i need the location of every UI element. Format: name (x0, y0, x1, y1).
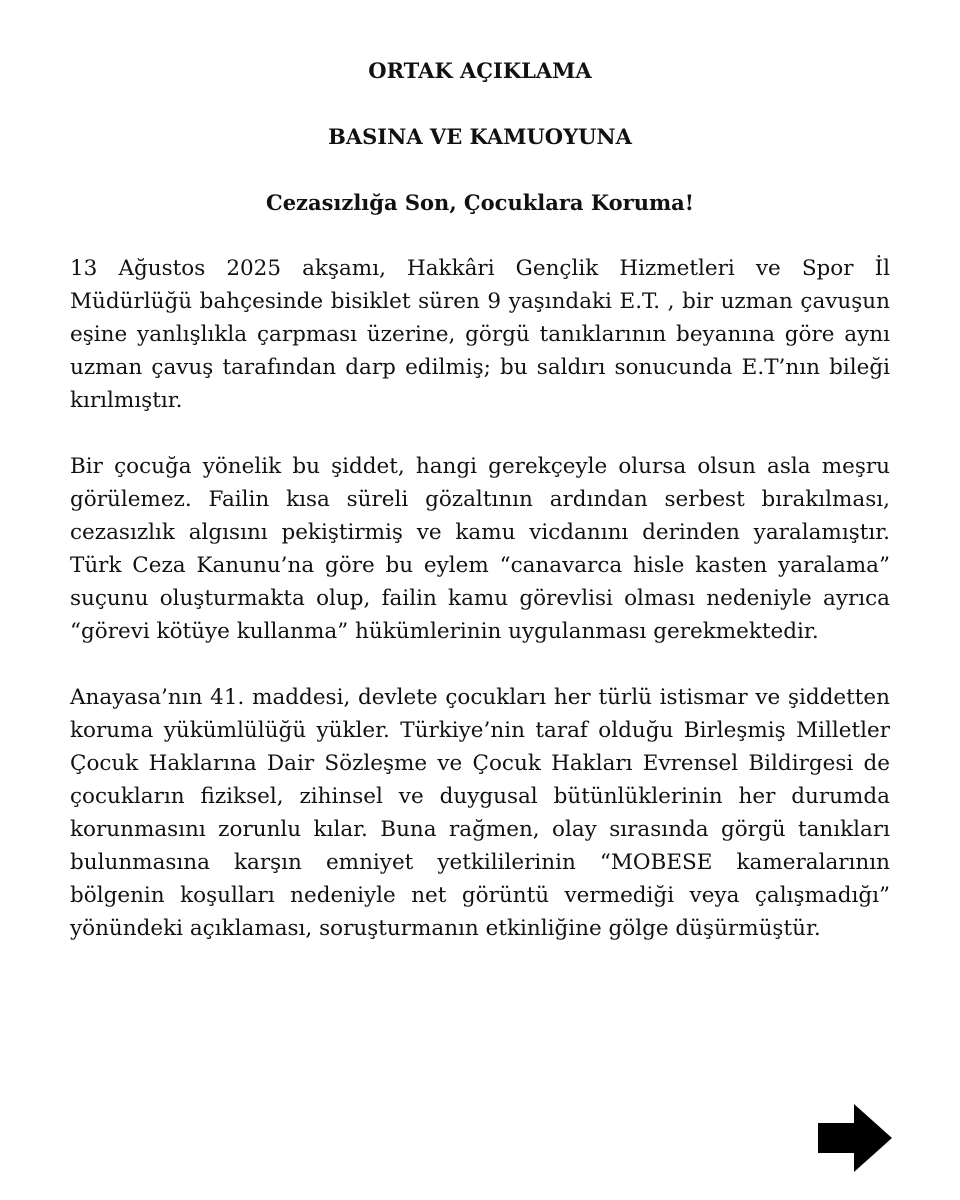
paragraph-violence: Bir çocuğa yönelik bu şiddet, hangi gerekçeyle olursa olsun asla meşru görülemez. Failin kısa süreli gözaltının ardından serbest bırakılması, cezasızlık algısını pekiştirmiş ve kamu vicdanını derinden yaralamıştır. Türk Ceza Kanunu’na göre bu eylem “canavarca hisle kasten yaralama” suçunu oluşturmakta olup, failin kamu görevlisi olması nedeniyle ayrıca “görevi kötüye kullanma” hükümlerinin uygulanması gerekmektedir. (70, 454, 890, 644)
arrow-right-icon (818, 1104, 892, 1172)
document-subtitle: BASINA VE KAMUOYUNA (328, 124, 632, 149)
document-title: ORTAK AÇIKLAMA (368, 58, 592, 83)
statement-document (70, 56, 890, 978)
document-headline: Cezasızlığa Son, Çocuklara Koruma! (265, 190, 695, 215)
paragraph-incident: 13 Ağustos 2025 akşamı, Hakkâri Gençlik Hizmetleri ve Spor İl Müdürlüğü bahçesinde bisiklet süren 9 yaşındaki E.T. , bir uzman çavuşun eşine yanlışlıkla çarpması üzerine, görgü tanıklarının beyanına göre aynı uzman çavuş tarafından darp edilmiş; bu saldırı sonucunda E.T’nın bileği kırılmıştır. (70, 256, 890, 413)
paragraph-constitution: Anayasa’nın 41. maddesi, devlete çocukları her türlü istismar ve şiddetten koruma yükümlülüğü yükler. Türkiye’nin taraf olduğu Birleşmiş Milletler Çocuk Haklarına Dair Sözleşme ve Çocuk Hakları Evrensel Bildirgesi de çocukların fiziksel, zihinsel ve duygusal bütünlüklerinin her durumda korunmasını zorunlu kılar. Buna rağmen, olay sırasında görgü tanıkları bulunmasına karşın emniyet yetkililerinin “MOBESE kameralarının bölgenin koşulları nedeniyle net görüntü vermediği veya çalışmadığı” yönündeki açıklaması, soruşturmanın etkinliğine gölge düşürmüştür. (70, 685, 890, 941)
next-page-button[interactable] (818, 1104, 892, 1172)
